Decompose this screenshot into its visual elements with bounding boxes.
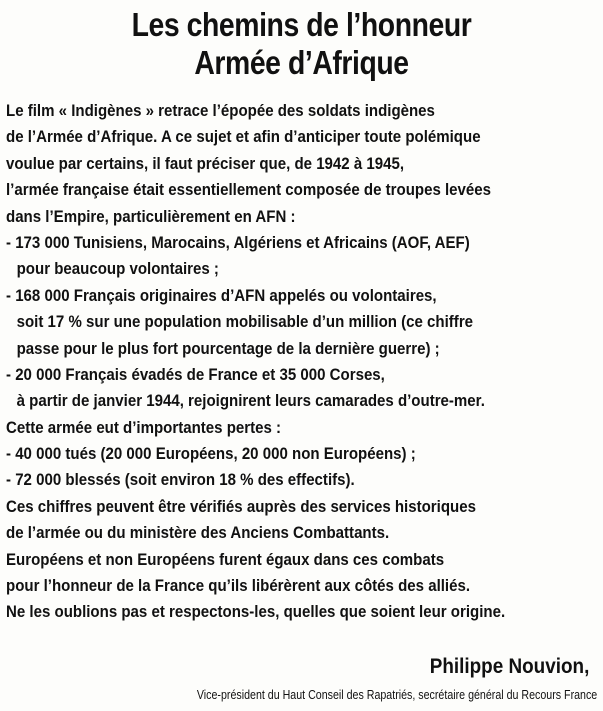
body-line: dans l’Empire, particulièrement en AFN : [6,206,296,226]
body-line: Ces chiffres peuvent être vérifiés auprès des services historiques [6,496,476,516]
body-line: - 40 000 tués (20 000 Européens, 20 000 non Européens) ; [6,444,416,464]
body-line: voulue par certains, il faut préciser que, de 1942 à 1945, [6,153,405,173]
body-line: Ne les oublions pas et respectons-les, quelles que soient leur origine. [6,602,506,622]
body-line: Européens et non Européens furent égaux dans ces combats [6,549,445,569]
body-line: - 168 000 Français originaires d’AFN appelés ou volontaires, [6,285,437,305]
body-line: soit 17 % sur une population mobilisable d’un million (ce chiffre [16,312,474,332]
body-line: l’armée française était essentiellement composée de troupes levées [6,180,492,200]
title-line-2: Armée d’Afrique [194,44,409,81]
body-line: Cette armée eut d’importantes pertes : [6,417,282,437]
body-line: pour l’honneur de la France qu’ils libérèrent aux côtés des alliés. [6,576,471,596]
signature-role: Vice-président du Haut Conseil des Rapatriés, secrétaire général du Recours France [196,687,597,702]
body-line: à partir de janvier 1944, rejoignirent leurs camarades d’outre-mer. [16,391,485,411]
title-line-1: Les chemins de l’honneur [131,6,472,43]
body-line: - 72 000 blessés (soit environ 18 % des effectifs). [6,470,355,490]
body-line: - 173 000 Tunisiens, Marocains, Algériens et Africains (AOF, AEF) [6,232,470,252]
body-line: de l’armée ou du ministère des Anciens Combattants. [6,523,390,543]
signature-name: Philippe Nouvion, [429,655,589,678]
body-line: passe pour le plus fort pourcentage de la dernière guerre) ; [16,338,440,358]
body-line: pour beaucoup volontaires ; [16,259,219,279]
article-body [6,98,590,626]
body-line: Le film « Indigènes » retrace l’épopée des soldats indigènes [6,101,435,120]
body-line: de l’Armée d’Afrique. A ce sujet et afin d’anticiper toute polémique [6,127,481,147]
body-line: - 20 000 Français évadés de France et 35 000 Corses, [6,364,385,384]
